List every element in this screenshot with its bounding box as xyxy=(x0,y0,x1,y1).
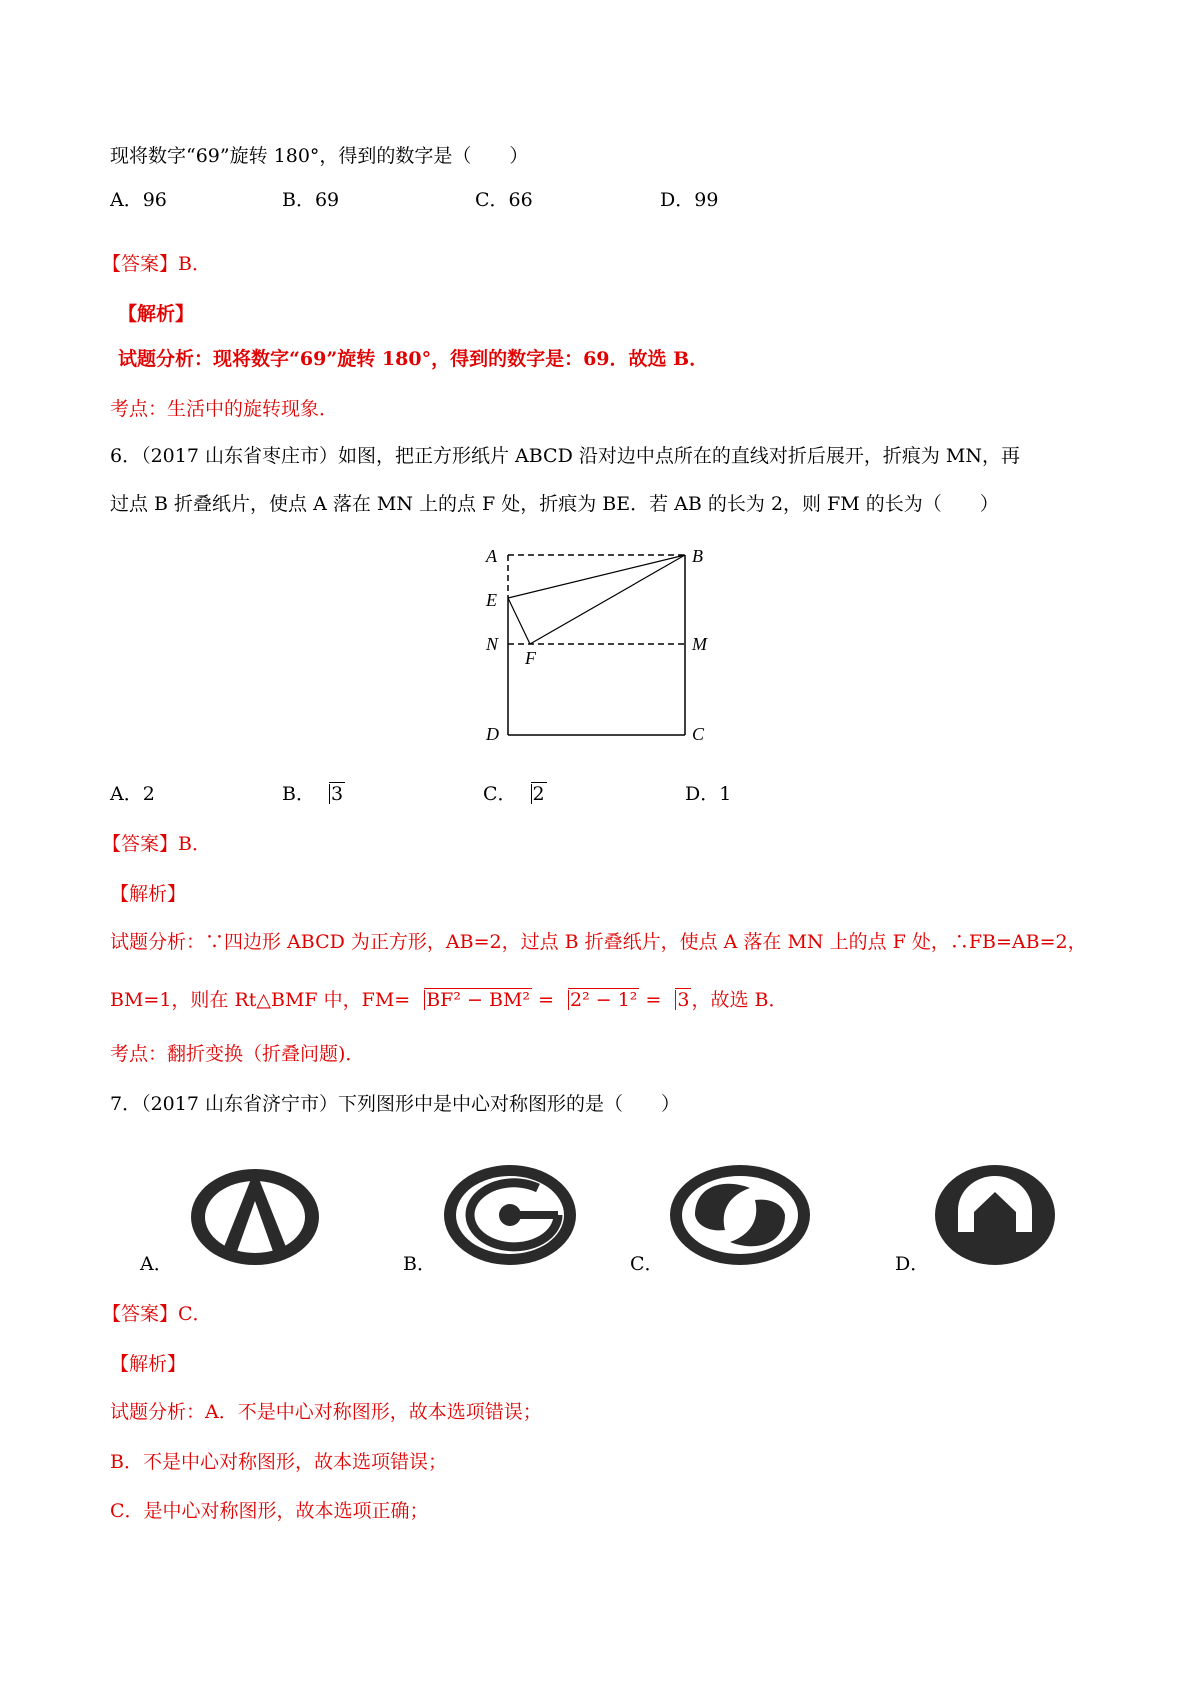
center-bar xyxy=(510,1211,558,1219)
q6-option-c-prefix: C． xyxy=(483,783,517,805)
label-m: M xyxy=(692,634,707,654)
q6-option-a: A．2 xyxy=(110,783,155,805)
q6-answer: 【答案】B． xyxy=(102,833,211,855)
q6-analysis-line2 xyxy=(110,986,787,1014)
q5-option-c: C．66 xyxy=(475,189,533,211)
sqrt-symbol xyxy=(517,780,547,808)
q5-point: 考点：生活中的旋转现象． xyxy=(110,398,339,420)
crease-be xyxy=(508,555,685,598)
q6-option-b-prefix: B． xyxy=(282,783,315,805)
segment-fb xyxy=(530,555,685,644)
q6-option-c xyxy=(483,780,547,808)
q5-analysis-title: 【解析】 xyxy=(118,303,195,325)
q7-analysis-title: 【解析】 xyxy=(110,1353,187,1375)
q5-answer: 【答案】B． xyxy=(102,253,211,275)
q6-stem-line2: 过点 B 折叠纸片，使点 A 落在 MN 上的点 F 处，折痕为 BE．若 AB 的长为 2，则 FM 的长为（ ） xyxy=(110,493,999,515)
q5-option-b: B．69 xyxy=(282,189,340,211)
sqrt-symbol xyxy=(410,986,532,1014)
q7-analysis-line3: C．是中心对称图形，故本选项正确； xyxy=(110,1500,429,1522)
label-a: A xyxy=(486,546,497,566)
q5-option-d: D．99 xyxy=(660,189,719,211)
q7-stem: 7．（2017 山东省济宁市）下列图形中是中心对称图形的是（ ） xyxy=(110,1093,680,1115)
q6-analysis-line1: 试题分析：∵四边形 ABCD 为正方形，AB=2，过点 B 折叠纸片，使点 A 落在 MN 上的点 F 处，∴FB=AB=2， xyxy=(110,931,1087,953)
segment-ef xyxy=(508,598,530,644)
q7-analysis-line2: B．不是中心对称图形，故本选项错误； xyxy=(110,1451,447,1473)
q6-option-b xyxy=(282,780,345,808)
q5-stem: 现将数字“69”旋转 180°，得到的数字是（ ） xyxy=(110,145,529,167)
sqrt-symbol xyxy=(661,986,691,1014)
q7-answer: 【答案】C． xyxy=(102,1303,212,1325)
q7-option-a: A． xyxy=(140,1253,173,1275)
q6-eq: = xyxy=(538,989,554,1011)
q6-analysis-2-end: ，故选 B． xyxy=(691,989,788,1011)
q6-radicand-3: 3 xyxy=(677,989,690,1011)
q7-figure-b xyxy=(440,1160,580,1270)
sqrt-symbol xyxy=(554,986,639,1014)
q6-radicand-2: 2² − 1² xyxy=(569,989,638,1011)
q6-analysis-title: 【解析】 xyxy=(110,883,187,905)
q7-figure-d xyxy=(930,1160,1060,1270)
label-e: E xyxy=(486,590,497,610)
q6-analysis-2a: BM=1，则在 Rt△BMF 中，FM= xyxy=(110,989,411,1011)
q7-figure-c xyxy=(665,1160,815,1270)
q5-analysis: 试题分析：现将数字“69”旋转 180°，得到的数字是：69．故选 B． xyxy=(118,348,709,370)
q7-analysis-line1: 试题分析：A．不是中心对称图形，故本选项错误； xyxy=(110,1401,542,1423)
q6-option-d: D．1 xyxy=(685,783,732,805)
q6-option-b-radicand: 3 xyxy=(330,783,344,805)
sqrt-symbol xyxy=(315,780,345,808)
q6-point: 考点：翻折变换（折叠问题)． xyxy=(110,1043,365,1065)
q6-radicand-1: BF² − BM² xyxy=(426,989,531,1011)
q7-option-d: D． xyxy=(895,1253,930,1275)
q7-figure-a xyxy=(185,1165,325,1270)
q7-option-c: C． xyxy=(630,1253,664,1275)
q6-stem-line1: 6．（2017 山东省枣庄市）如图，把正方形纸片 ABCD 沿对边中点所在的直线对折后展开，折痕为 MN，再 xyxy=(110,445,1020,467)
q7-option-b: B． xyxy=(403,1253,436,1275)
label-c: C xyxy=(692,724,705,744)
q6-square-figure xyxy=(480,540,720,750)
q6-eq-2: = xyxy=(645,989,662,1011)
q6-option-c-radicand: 2 xyxy=(532,783,545,805)
label-d: D xyxy=(486,724,499,744)
label-f: F xyxy=(525,648,536,668)
label-n: N xyxy=(486,634,499,654)
q5-option-a: A．96 xyxy=(110,189,167,211)
label-b: B xyxy=(692,546,703,566)
